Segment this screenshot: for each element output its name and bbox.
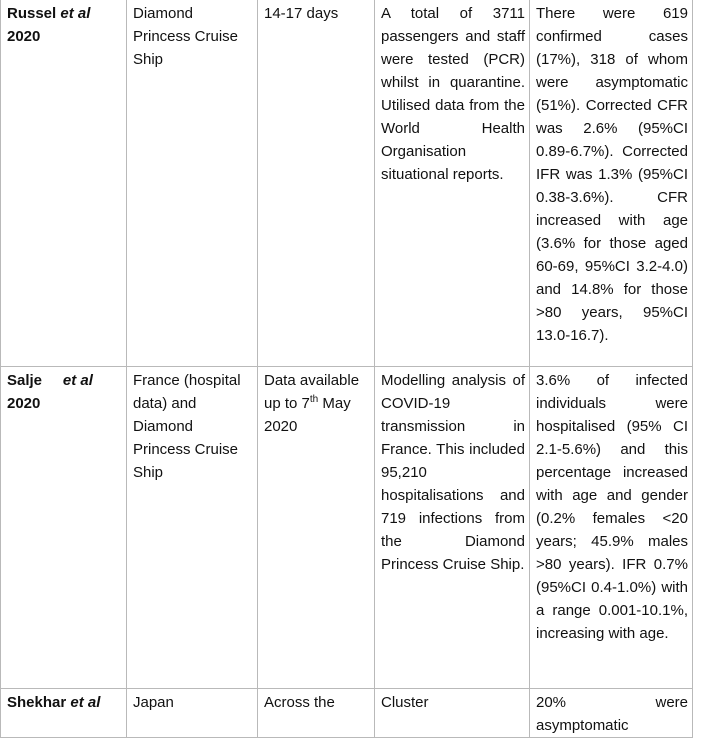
period-cell — [258, 367, 375, 689]
table-row — [1, 0, 693, 367]
study-year: 2020 — [7, 28, 41, 45]
description-cell: Cluster — [375, 689, 530, 738]
period-cell: 14-17 days — [258, 0, 375, 367]
period-superscript: th — [309, 394, 319, 405]
setting-cell: France (hospital data) and Diamond Princess Cruise Ship — [127, 367, 258, 689]
setting-cell: Diamond Princess Cruise Ship — [127, 0, 258, 367]
setting-cell: Japan — [127, 689, 258, 738]
period-text: Data available up to 7 — [264, 372, 360, 412]
et-al: et al — [60, 5, 91, 22]
study-author-cell — [1, 0, 127, 367]
findings-cell: 3.6% of infected individuals were hospitalised (95% CI 2.1-5.6%) and this percentage increased with age and gender (0.2% females <20 years; 45.9% males >80 years). IFR 0.7% (95%CI 0.4-1.0%) with a range 0.001-10.1%, increasing with age. — [530, 367, 693, 689]
table-row — [1, 367, 693, 689]
description-cell: Modelling analysis of COVID-19 transmission in France. This included 95,210 hospitalisations and 719 infections from the Diamond Princess Cruise Ship. — [375, 367, 530, 689]
et-al: et al — [70, 694, 101, 711]
findings-cell: There were 619 confirmed cases (17%), 318 of whom were asymptomatic (51%). Corrected CFR was 2.6% (95%CI 0.89-6.7%). Corrected IFR was 1.3% (95%CI 0.38-3.6%). CFR increased with age (3.6% for those aged 60-69, 95%CI 3.2-4.0) and 14.8% for those >80 years, 95%CI 13.0-16.7). — [530, 0, 693, 367]
findings-cell: 20% were asymptomatic — [530, 689, 693, 738]
et-al: et al — [62, 372, 93, 389]
study-author-cell — [1, 367, 127, 689]
author-name: Shekhar — [7, 694, 67, 711]
period-cell: Across the — [258, 689, 375, 738]
author-name: Salje — [7, 372, 43, 389]
study-year: 2020 — [7, 395, 41, 412]
study-author-cell — [1, 689, 127, 738]
table-row — [1, 689, 693, 738]
period-text-end: May 2020 — [264, 395, 351, 435]
description-cell: A total of 3711 passengers and staff were tested (PCR) whilst in quarantine. Utilised data from the World Health Organisation situational reports. — [375, 0, 530, 367]
author-name: Russel — [7, 5, 57, 22]
